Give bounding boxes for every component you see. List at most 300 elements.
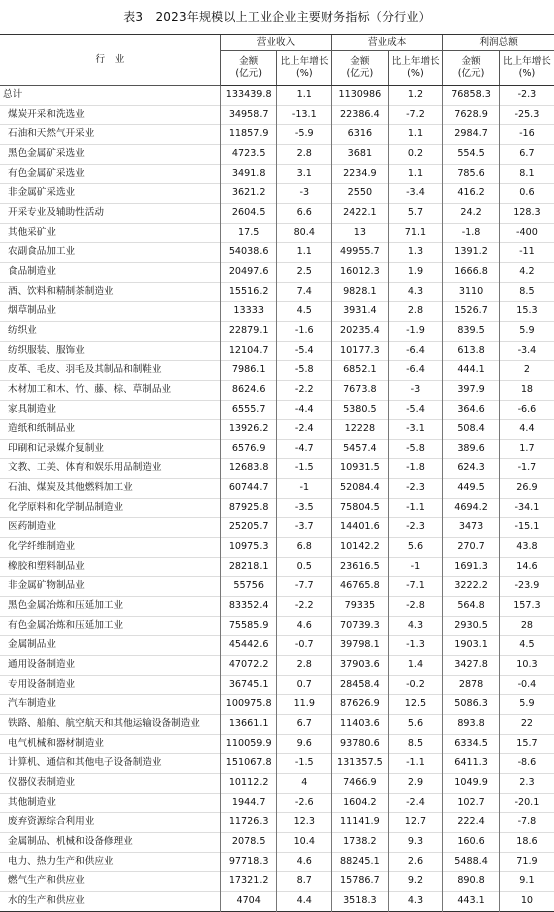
industry-name-cell: 铁路、船舶、航空航天和其他运输设备制造业 <box>8 718 200 729</box>
revenue-growth-cell: -3.5 <box>277 498 332 518</box>
revenue-amount-cell: 20497.6 <box>220 262 277 282</box>
cost-growth-cell: -7.2 <box>388 105 443 125</box>
table-row <box>0 656 554 676</box>
cost-growth-cell: 9.3 <box>388 832 443 852</box>
profit-amount-cell: 1049.9 <box>443 773 500 793</box>
profit-amount-cell: 76858.3 <box>443 86 500 106</box>
cost-amount-cell: 52084.4 <box>332 479 389 499</box>
profit-growth-cell: -25.3 <box>499 105 554 125</box>
cost-amount-cell: 49955.7 <box>332 243 389 263</box>
table-row <box>0 715 554 735</box>
revenue-amount-cell: 6576.9 <box>220 439 277 459</box>
revenue-growth-cell: -4.7 <box>277 439 332 459</box>
table-row <box>0 852 554 872</box>
revenue-header: 营业收入 <box>220 35 331 51</box>
cost-growth-cell: -1.1 <box>388 498 443 518</box>
table-row <box>0 695 554 715</box>
profit-amount-cell: 839.5 <box>443 321 500 341</box>
cost-growth-cell: 1.2 <box>388 86 443 106</box>
revenue-amount-cell: 22879.1 <box>220 321 277 341</box>
table-row <box>0 164 554 184</box>
revenue-growth-cell: -7.7 <box>277 577 332 597</box>
profit-growth-cell: 8.5 <box>499 282 554 302</box>
revenue-growth-cell: -1.6 <box>277 321 332 341</box>
cost-growth-cell: 71.1 <box>388 223 443 243</box>
profit-growth-cell: 0.6 <box>499 184 554 204</box>
industry-name-cell: 医药制造业 <box>8 521 56 533</box>
profit-growth-cell: 1.7 <box>499 439 554 459</box>
table-row <box>0 557 554 577</box>
cost-amount-cell: 11403.6 <box>332 715 389 735</box>
profit-header: 利润总额 <box>443 35 554 51</box>
revenue-growth-cell: 4.6 <box>277 616 332 636</box>
table-title: 表3 2023年规模以上工业企业主要财务指标（分行业） <box>0 0 554 35</box>
cost-amount-cell: 10931.5 <box>332 459 389 479</box>
revenue-growth-cell: -2.2 <box>277 597 332 617</box>
cost-amount-cell: 2234.9 <box>332 164 389 184</box>
profit-amount-cell: 3473 <box>443 518 500 538</box>
revenue-growth-cell: 6.7 <box>277 715 332 735</box>
cost-growth-cell: 2.8 <box>388 302 443 322</box>
cost-amount-cell: 13 <box>332 223 389 243</box>
table-row <box>0 439 554 459</box>
profit-amount-cell: 444.1 <box>443 361 500 381</box>
profit-growth-cell: -20.1 <box>499 793 554 813</box>
revenue-amount-cell: 55756 <box>220 577 277 597</box>
industry-name-cell: 有色金属矿采选业 <box>8 167 85 179</box>
cost-growth-cell: 5.7 <box>388 203 443 223</box>
industry-name-cell: 石油和天然气开采业 <box>8 128 95 140</box>
profit-growth-cell: 43.8 <box>499 538 554 558</box>
profit-growth-cell: 18.6 <box>499 832 554 852</box>
profit-growth-cell: -3.4 <box>499 341 554 361</box>
profit-amount-cell: 508.4 <box>443 420 500 440</box>
cost-growth-cell: -1.1 <box>388 754 443 774</box>
table-row <box>0 538 554 558</box>
revenue-amount-cell: 6555.7 <box>220 400 277 420</box>
industry-name-cell: 纺织业 <box>8 324 37 336</box>
cost-amount-cell: 11141.9 <box>332 813 389 833</box>
table-row <box>0 597 554 617</box>
industry-name-cell: 农副食品加工业 <box>8 246 76 258</box>
revenue-amount-cell: 3621.2 <box>220 184 277 204</box>
cost-growth-cell: 1.9 <box>388 262 443 282</box>
cost-growth-cell: 1.1 <box>388 125 443 145</box>
amount-subheader: 金额 (亿元) <box>220 51 277 86</box>
cost-amount-cell: 14401.6 <box>332 518 389 538</box>
cost-header: 营业成本 <box>332 35 443 51</box>
revenue-amount-cell: 2078.5 <box>220 832 277 852</box>
revenue-amount-cell: 12104.7 <box>220 341 277 361</box>
cost-amount-cell: 2422.1 <box>332 203 389 223</box>
amount-subheader: 金额 (亿元) <box>332 51 389 86</box>
industry-name-cell: 计算机、通信和其他电子设备制造业 <box>8 757 162 769</box>
profit-growth-cell: -7.8 <box>499 813 554 833</box>
table-row <box>0 518 554 538</box>
cost-amount-cell: 3931.4 <box>332 302 389 322</box>
table-row <box>0 773 554 793</box>
table-row <box>0 223 554 243</box>
revenue-growth-cell: 0.5 <box>277 557 332 577</box>
profit-amount-cell: -1.8 <box>443 223 500 243</box>
profit-growth-cell: 14.6 <box>499 557 554 577</box>
profit-growth-cell: 22 <box>499 715 554 735</box>
industry-name-cell: 酒、饮料和精制茶制造业 <box>8 285 114 297</box>
cost-growth-cell: -1.8 <box>388 459 443 479</box>
revenue-growth-cell: -3 <box>277 184 332 204</box>
table-body <box>0 86 554 912</box>
cost-amount-cell: 7673.8 <box>332 380 389 400</box>
cost-growth-cell: 4.3 <box>388 282 443 302</box>
industry-name-cell: 通用设备制造业 <box>8 659 76 671</box>
industry-name-cell: 烟草制品业 <box>8 305 56 317</box>
cost-amount-cell: 5457.4 <box>332 439 389 459</box>
cost-amount-cell: 23616.5 <box>332 557 389 577</box>
cost-growth-cell: 12.5 <box>388 695 443 715</box>
revenue-amount-cell: 12683.8 <box>220 459 277 479</box>
profit-growth-cell: 4.2 <box>499 262 554 282</box>
industry-name-cell: 汽车制造业 <box>8 698 56 710</box>
revenue-amount-cell: 28218.1 <box>220 557 277 577</box>
revenue-amount-cell: 11857.9 <box>220 125 277 145</box>
profit-amount-cell: 1666.8 <box>443 262 500 282</box>
revenue-amount-cell: 34958.7 <box>220 105 277 125</box>
table-row <box>0 321 554 341</box>
profit-growth-cell: 15.7 <box>499 734 554 754</box>
industry-name-cell: 食品制造业 <box>8 265 56 277</box>
table-row <box>0 282 554 302</box>
industry-name-cell: 化学原料和化学制品制造业 <box>8 501 124 513</box>
profit-amount-cell: 5086.3 <box>443 695 500 715</box>
cost-amount-cell: 1130986 <box>332 86 389 106</box>
profit-amount-cell: 389.6 <box>443 439 500 459</box>
profit-growth-cell: 5.9 <box>499 321 554 341</box>
industry-name-cell: 电力、热力生产和供应业 <box>8 855 114 867</box>
revenue-amount-cell: 13926.2 <box>220 420 277 440</box>
revenue-growth-cell: 0.7 <box>277 675 332 695</box>
profit-growth-cell: 18 <box>499 380 554 400</box>
table-row <box>0 616 554 636</box>
industry-name-cell: 其他制造业 <box>8 796 56 808</box>
cost-growth-cell: -3.4 <box>388 184 443 204</box>
cost-amount-cell: 1604.2 <box>332 793 389 813</box>
industry-name-cell: 废弃资源综合利用业 <box>8 816 95 828</box>
profit-growth-cell: 4.5 <box>499 636 554 656</box>
industry-name-cell: 有色金属冶炼和压延加工业 <box>8 619 124 631</box>
profit-amount-cell: 7628.9 <box>443 105 500 125</box>
table-row <box>0 872 554 892</box>
cost-growth-cell: -6.4 <box>388 361 443 381</box>
cost-amount-cell: 10177.3 <box>332 341 389 361</box>
profit-amount-cell: 890.8 <box>443 872 500 892</box>
profit-growth-cell: 8.1 <box>499 164 554 184</box>
profit-growth-cell: 28 <box>499 616 554 636</box>
revenue-amount-cell: 133439.8 <box>220 86 277 106</box>
profit-amount-cell: 1526.7 <box>443 302 500 322</box>
industry-name-cell: 纺织服装、服饰业 <box>8 344 85 356</box>
profit-amount-cell: 2984.7 <box>443 125 500 145</box>
cost-amount-cell: 37903.6 <box>332 656 389 676</box>
cost-growth-cell: 1.4 <box>388 656 443 676</box>
profit-growth-cell: 10 <box>499 891 554 911</box>
cost-growth-cell: -0.2 <box>388 675 443 695</box>
industry-name-cell: 金属制品业 <box>8 639 56 651</box>
cost-growth-cell: 1.3 <box>388 243 443 263</box>
cost-amount-cell: 46765.8 <box>332 577 389 597</box>
cost-amount-cell: 70739.3 <box>332 616 389 636</box>
profit-growth-cell: -6.6 <box>499 400 554 420</box>
table-row <box>0 400 554 420</box>
profit-amount-cell: 270.7 <box>443 538 500 558</box>
growth-subheader: 比上年增长 (%) <box>277 51 332 86</box>
revenue-growth-cell: 7.4 <box>277 282 332 302</box>
cost-growth-cell: 8.5 <box>388 734 443 754</box>
revenue-growth-cell: 1.1 <box>277 243 332 263</box>
profit-amount-cell: 1691.3 <box>443 557 500 577</box>
revenue-growth-cell: 2.8 <box>277 144 332 164</box>
cost-growth-cell: 9.2 <box>388 872 443 892</box>
cost-amount-cell: 12228 <box>332 420 389 440</box>
industry-name-cell: 黑色金属冶炼和压延加工业 <box>8 600 124 612</box>
cost-growth-cell: -5.8 <box>388 439 443 459</box>
revenue-amount-cell: 47072.2 <box>220 656 277 676</box>
cost-amount-cell: 6316 <box>332 125 389 145</box>
revenue-amount-cell: 36745.1 <box>220 675 277 695</box>
cost-growth-cell: 1.1 <box>388 164 443 184</box>
revenue-amount-cell: 3491.8 <box>220 164 277 184</box>
profit-growth-cell: 2.3 <box>499 773 554 793</box>
revenue-growth-cell: -1.5 <box>277 459 332 479</box>
revenue-amount-cell: 87925.8 <box>220 498 277 518</box>
profit-growth-cell: -34.1 <box>499 498 554 518</box>
revenue-amount-cell: 45442.6 <box>220 636 277 656</box>
profit-amount-cell: 564.8 <box>443 597 500 617</box>
revenue-amount-cell: 7986.1 <box>220 361 277 381</box>
profit-growth-cell: -2.3 <box>499 86 554 106</box>
revenue-growth-cell: 11.9 <box>277 695 332 715</box>
cost-amount-cell: 75804.5 <box>332 498 389 518</box>
cost-growth-cell: 12.7 <box>388 813 443 833</box>
industry-name-cell: 非金属矿物制品业 <box>8 580 85 592</box>
profit-amount-cell: 1391.2 <box>443 243 500 263</box>
profit-amount-cell: 3110 <box>443 282 500 302</box>
profit-amount-cell: 785.6 <box>443 164 500 184</box>
revenue-growth-cell: -4.4 <box>277 400 332 420</box>
revenue-amount-cell: 25205.7 <box>220 518 277 538</box>
revenue-amount-cell: 100975.8 <box>220 695 277 715</box>
cost-growth-cell: -3 <box>388 380 443 400</box>
table-row <box>0 813 554 833</box>
table-row <box>0 577 554 597</box>
table-row <box>0 105 554 125</box>
table-row <box>0 636 554 656</box>
revenue-growth-cell: 4.6 <box>277 852 332 872</box>
cost-amount-cell: 88245.1 <box>332 852 389 872</box>
profit-amount-cell: 397.9 <box>443 380 500 400</box>
profit-amount-cell: 443.1 <box>443 891 500 911</box>
cost-amount-cell: 39798.1 <box>332 636 389 656</box>
table-row <box>0 832 554 852</box>
cost-growth-cell: -2.8 <box>388 597 443 617</box>
industry-name-cell: 化学纤维制造业 <box>8 541 76 553</box>
revenue-growth-cell: -5.9 <box>277 125 332 145</box>
industry-name-cell: 金属制品、机械和设备修理业 <box>8 835 133 847</box>
industry-name-cell: 木材加工和木、竹、藤、棕、草制品业 <box>8 383 172 395</box>
revenue-amount-cell: 60744.7 <box>220 479 277 499</box>
revenue-growth-cell: 4 <box>277 773 332 793</box>
industry-name-cell: 印刷和记录媒介复制业 <box>8 442 104 454</box>
industry-name-cell: 总计 <box>3 89 23 100</box>
revenue-growth-cell: 10.4 <box>277 832 332 852</box>
profit-growth-cell: 71.9 <box>499 852 554 872</box>
table-row <box>0 380 554 400</box>
revenue-growth-cell: -2.6 <box>277 793 332 813</box>
cost-growth-cell: -2.3 <box>388 518 443 538</box>
industry-header: 行 业 <box>0 35 220 86</box>
revenue-amount-cell: 10112.2 <box>220 773 277 793</box>
cost-growth-cell: 0.2 <box>388 144 443 164</box>
profit-growth-cell: -23.9 <box>499 577 554 597</box>
profit-growth-cell: 4.4 <box>499 420 554 440</box>
profit-growth-cell: 10.3 <box>499 656 554 676</box>
industry-name-cell: 开采专业及辅助性活动 <box>8 206 104 218</box>
revenue-growth-cell: 4.5 <box>277 302 332 322</box>
cost-amount-cell: 20235.4 <box>332 321 389 341</box>
industry-name-cell: 皮革、毛皮、羽毛及其制品和制鞋业 <box>8 364 162 376</box>
table-row <box>0 498 554 518</box>
table-row <box>0 144 554 164</box>
cost-amount-cell: 16012.3 <box>332 262 389 282</box>
revenue-amount-cell: 97718.3 <box>220 852 277 872</box>
table-row <box>0 479 554 499</box>
growth-subheader: 比上年增长 (%) <box>388 51 443 86</box>
revenue-growth-cell: -2.2 <box>277 380 332 400</box>
revenue-growth-cell: 2.8 <box>277 656 332 676</box>
cost-growth-cell: 4.3 <box>388 616 443 636</box>
profit-amount-cell: 160.6 <box>443 832 500 852</box>
profit-growth-cell: -0.4 <box>499 675 554 695</box>
growth-subheader: 比上年增长 (%) <box>499 51 554 86</box>
industry-name-cell: 非金属矿采选业 <box>8 187 76 199</box>
revenue-growth-cell: -2.4 <box>277 420 332 440</box>
profit-amount-cell: 3222.2 <box>443 577 500 597</box>
financial-indicators-table <box>0 35 554 912</box>
profit-amount-cell: 3427.8 <box>443 656 500 676</box>
cost-amount-cell: 93780.6 <box>332 734 389 754</box>
revenue-amount-cell: 15516.2 <box>220 282 277 302</box>
industry-name-cell: 黑色金属矿采选业 <box>8 147 85 159</box>
revenue-amount-cell: 151067.8 <box>220 754 277 774</box>
revenue-growth-cell: 8.7 <box>277 872 332 892</box>
cost-amount-cell: 15786.7 <box>332 872 389 892</box>
table-row <box>0 262 554 282</box>
cost-amount-cell: 5380.5 <box>332 400 389 420</box>
profit-amount-cell: 1903.1 <box>443 636 500 656</box>
profit-growth-cell: 157.3 <box>499 597 554 617</box>
cost-growth-cell: 4.3 <box>388 891 443 911</box>
revenue-amount-cell: 4704 <box>220 891 277 911</box>
cost-amount-cell: 87626.9 <box>332 695 389 715</box>
revenue-amount-cell: 2604.5 <box>220 203 277 223</box>
profit-amount-cell: 2878 <box>443 675 500 695</box>
table-row <box>0 184 554 204</box>
cost-growth-cell: -2.4 <box>388 793 443 813</box>
cost-amount-cell: 6852.1 <box>332 361 389 381</box>
industry-name-cell: 水的生产和供应业 <box>8 894 85 906</box>
profit-amount-cell: 4694.2 <box>443 498 500 518</box>
revenue-growth-cell: 2.5 <box>277 262 332 282</box>
table-row <box>0 361 554 381</box>
cost-growth-cell: -1.9 <box>388 321 443 341</box>
industry-name-cell: 文教、工美、体育和娱乐用品制造业 <box>8 462 162 474</box>
profit-amount-cell: 613.8 <box>443 341 500 361</box>
revenue-growth-cell: 1.1 <box>277 86 332 106</box>
cost-amount-cell: 3681 <box>332 144 389 164</box>
table-row <box>0 754 554 774</box>
revenue-growth-cell: -0.7 <box>277 636 332 656</box>
cost-growth-cell: -1 <box>388 557 443 577</box>
industry-name-cell: 石油、煤炭及其他燃料加工业 <box>8 482 133 494</box>
table-row <box>0 459 554 479</box>
revenue-amount-cell: 110059.9 <box>220 734 277 754</box>
profit-growth-cell: 15.3 <box>499 302 554 322</box>
table-row <box>0 891 554 911</box>
cost-amount-cell: 28458.4 <box>332 675 389 695</box>
industry-name-cell: 造纸和纸制品业 <box>8 423 76 435</box>
revenue-growth-cell: 9.6 <box>277 734 332 754</box>
table-row <box>0 341 554 361</box>
table-row <box>0 86 554 106</box>
profit-growth-cell: 9.1 <box>499 872 554 892</box>
profit-amount-cell: 6334.5 <box>443 734 500 754</box>
table-row <box>0 203 554 223</box>
revenue-amount-cell: 8624.6 <box>220 380 277 400</box>
profit-amount-cell: 893.8 <box>443 715 500 735</box>
industry-name-cell: 橡胶和塑料制品业 <box>8 560 85 572</box>
revenue-amount-cell: 10975.3 <box>220 538 277 558</box>
revenue-amount-cell: 75585.9 <box>220 616 277 636</box>
table-row <box>0 125 554 145</box>
cost-growth-cell: 2.9 <box>388 773 443 793</box>
revenue-growth-cell: 80.4 <box>277 223 332 243</box>
revenue-amount-cell: 54038.6 <box>220 243 277 263</box>
revenue-growth-cell: 6.8 <box>277 538 332 558</box>
revenue-amount-cell: 1944.7 <box>220 793 277 813</box>
table-row <box>0 675 554 695</box>
profit-amount-cell: 416.2 <box>443 184 500 204</box>
table-row <box>0 734 554 754</box>
table-row <box>0 243 554 263</box>
industry-name-cell: 仪器仪表制造业 <box>8 776 76 788</box>
cost-amount-cell: 9828.1 <box>332 282 389 302</box>
revenue-growth-cell: 6.6 <box>277 203 332 223</box>
cost-growth-cell: -1.3 <box>388 636 443 656</box>
revenue-amount-cell: 13661.1 <box>220 715 277 735</box>
cost-amount-cell: 3518.3 <box>332 891 389 911</box>
profit-amount-cell: 6411.3 <box>443 754 500 774</box>
profit-amount-cell: 222.4 <box>443 813 500 833</box>
profit-amount-cell: 2930.5 <box>443 616 500 636</box>
profit-growth-cell: -400 <box>499 223 554 243</box>
profit-amount-cell: 102.7 <box>443 793 500 813</box>
cost-amount-cell: 79335 <box>332 597 389 617</box>
cost-growth-cell: -2.3 <box>388 479 443 499</box>
profit-growth-cell: -8.6 <box>499 754 554 774</box>
cost-growth-cell: -5.4 <box>388 400 443 420</box>
table-row <box>0 793 554 813</box>
cost-growth-cell: 5.6 <box>388 715 443 735</box>
profit-amount-cell: 449.5 <box>443 479 500 499</box>
